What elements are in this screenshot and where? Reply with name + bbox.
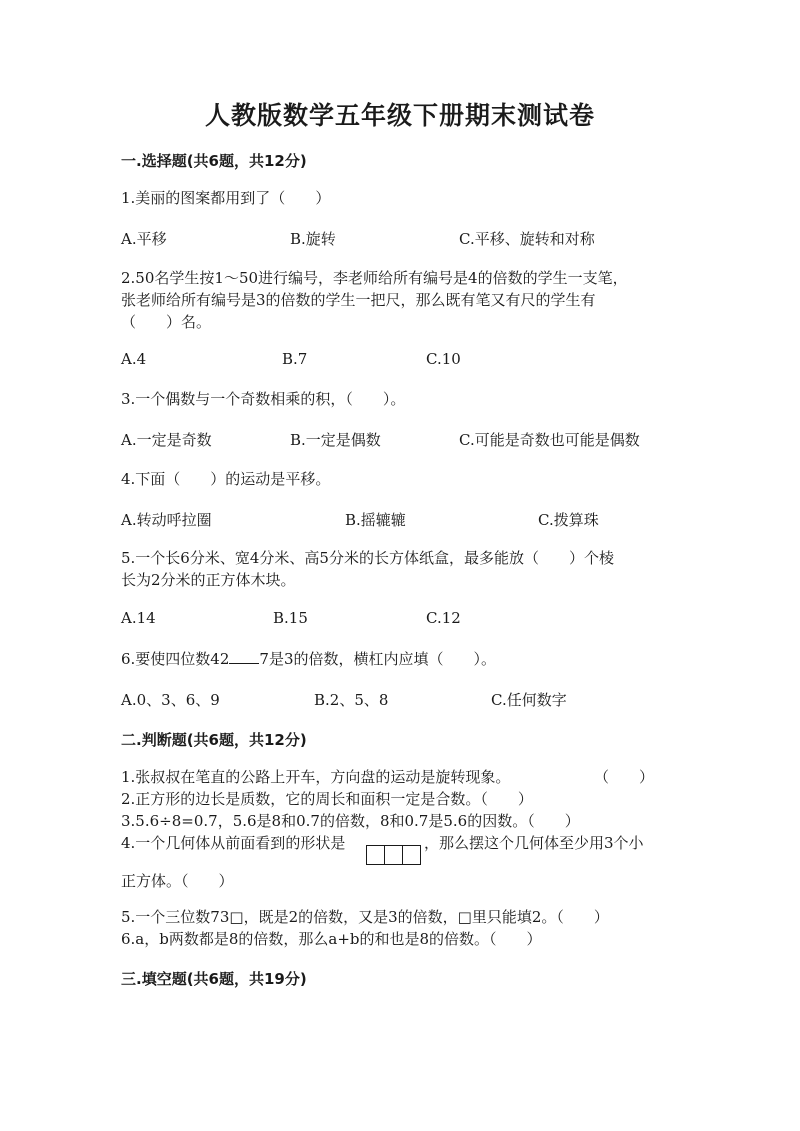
- s2-question-6: 6.a，b两数都是8的倍数，那么a+b的和也是8的倍数。（ ）: [121, 930, 542, 948]
- section-3-heading: 三.填空题(共6题，共19分): [121, 970, 307, 988]
- section-2-heading: 二.判断题(共6题，共12分): [121, 731, 307, 749]
- s1-q3-option-c: C.可能是奇数也可能是偶数: [459, 431, 640, 449]
- s1-q3-option-a: A.一定是奇数: [121, 431, 212, 449]
- s1-q6-option-b: B.2、5、8: [314, 691, 389, 709]
- answer-blank: [229, 649, 259, 664]
- s1-q6-option-a: A.0、3、6、9: [121, 691, 220, 709]
- s1-question-4: 4.下面（ ）的运动是平移。: [121, 470, 331, 488]
- s1-q5-option-a: A.14: [121, 609, 156, 627]
- s1-q6-option-c: C.任何数字: [491, 691, 567, 709]
- s1-q2-option-b: B.7: [282, 350, 308, 368]
- three-cube-front-view-figure: [366, 845, 421, 868]
- s2-q4-text-before-figure: 4.一个几何体从前面看到的形状是: [121, 834, 346, 852]
- s1-question-5-line-2: 长为2分米的正方体木块。: [121, 571, 296, 589]
- s1-q4-option-a: A.转动呼拉圈: [121, 511, 212, 529]
- page-title: 人教版数学五年级下册期末测试卷: [204, 101, 595, 130]
- s1-question-2-line-1: 2.50名学生按1～50进行编号，李老师给所有编号是4的倍数的学生一支笔，: [121, 269, 628, 287]
- s2-question-2: 2.正方形的边长是质数，它的周长和面积一定是合数。（ ）: [121, 790, 533, 808]
- s1-q6-text-after-blank: 7是3的倍数，横杠内应填（ ）。: [259, 650, 496, 668]
- s2-q4-text-after-figure: ，那么摆这个几何体至少用3个小: [424, 834, 644, 852]
- s1-q4-option-c: C.拨算珠: [538, 511, 599, 529]
- s2-q1-answer-paren: （ ）: [594, 768, 655, 786]
- s2-question-3: 3.5.6÷8=0.7，5.6是8和0.7的倍数，8和0.7是5.6的因数。（ ）: [121, 812, 580, 830]
- s1-q2-option-a: A.4: [121, 350, 147, 368]
- s1-question-3: 3.一个偶数与一个奇数相乘的积，（ ）。: [121, 390, 406, 408]
- s1-question-2-line-3: （ ）名。: [121, 313, 212, 331]
- s1-q5-option-b: B.15: [273, 609, 308, 627]
- s1-q2-option-c: C.10: [426, 350, 461, 368]
- s2-question-1: 1.张叔叔在笔直的公路上开车，方向盘的运动是旋转现象。: [121, 768, 511, 786]
- s1-q6-text-before-blank: 6.要使四位数42: [121, 650, 230, 668]
- s1-question-1: 1.美丽的图案都用到了（ ）: [121, 189, 331, 207]
- s1-question-5-line-1: 5.一个长6分米、宽4分米、高5分米的长方体纸盒，最多能放（ ）个棱: [121, 549, 614, 567]
- section-1-heading: 一.选择题(共6题，共12分): [121, 152, 307, 170]
- s1-question-2-line-2: 张老师给所有编号是3的倍数的学生一把尺，那么既有笔又有尺的学生有: [121, 291, 596, 309]
- s2-question-5: 5.一个三位数73□，既是2的倍数，又是3的倍数，□里只能填2。（ ）: [121, 908, 609, 926]
- s2-question-4-line-2: 正方体。（ ）: [121, 872, 234, 890]
- s1-q1-option-b: B.旋转: [290, 230, 336, 248]
- s1-question-6: [121, 649, 496, 669]
- s2-question-4-line-1: [121, 833, 345, 853]
- s1-q3-option-b: B.一定是偶数: [290, 431, 381, 449]
- s1-q5-option-c: C.12: [426, 609, 461, 627]
- s1-q4-option-b: B.摇辘辘: [345, 511, 406, 529]
- s1-q1-option-c: C.平移、旋转和对称: [459, 230, 595, 248]
- s1-q1-option-a: A.平移: [121, 230, 167, 248]
